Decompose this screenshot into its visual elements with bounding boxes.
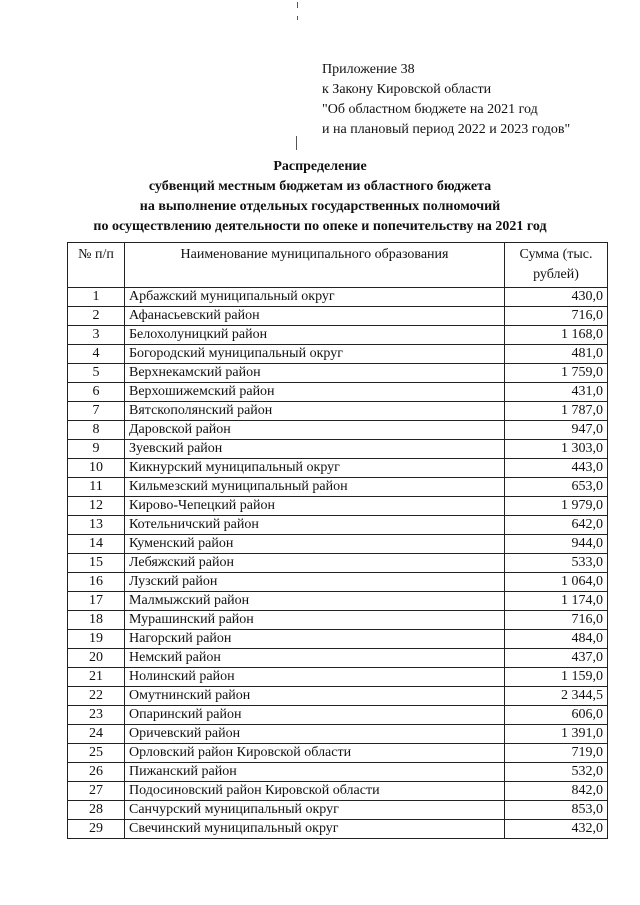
row-name: Верхнекамский район <box>125 364 505 383</box>
row-name: Санчурский муниципальный округ <box>125 801 505 820</box>
table-row <box>68 782 608 801</box>
row-number: 13 <box>68 516 125 535</box>
table-header-row <box>68 243 608 288</box>
row-number: 19 <box>68 630 125 649</box>
row-name: Даровской район <box>125 421 505 440</box>
row-name: Кикнурский муниципальный округ <box>125 459 505 478</box>
table-row <box>68 440 608 459</box>
scan-mark <box>297 2 298 8</box>
row-number: 14 <box>68 535 125 554</box>
row-name: Арбажский муниципальный округ <box>125 288 505 307</box>
row-number: 26 <box>68 763 125 782</box>
row-number: 29 <box>68 820 125 839</box>
heading-line: субвенций местным бюджетам из областного бюджета <box>148 179 492 194</box>
row-name: Мурашинский район <box>125 611 505 630</box>
row-number: 5 <box>68 364 125 383</box>
row-sum: 1 759,0 <box>505 364 608 383</box>
row-name: Афанасьевский район <box>125 307 505 326</box>
row-number: 10 <box>68 459 125 478</box>
row-sum: 533,0 <box>505 554 608 573</box>
row-number: 16 <box>68 573 125 592</box>
row-name: Свечинский муниципальный округ <box>125 820 505 839</box>
row-sum: 842,0 <box>505 782 608 801</box>
table-row <box>68 744 608 763</box>
row-sum: 853,0 <box>505 801 608 820</box>
row-sum: 1 168,0 <box>505 326 608 345</box>
row-sum: 432,0 <box>505 820 608 839</box>
table-row <box>68 820 608 839</box>
row-sum: 481,0 <box>505 345 608 364</box>
scan-mark <box>297 16 298 20</box>
table-row <box>68 364 608 383</box>
annex-line: и на плановый период 2022 и 2023 годов" <box>322 122 571 137</box>
row-name: Кильмезский муниципальный район <box>125 478 505 497</box>
row-number: 25 <box>68 744 125 763</box>
row-sum: 532,0 <box>505 763 608 782</box>
table-row <box>68 307 608 326</box>
row-sum: 430,0 <box>505 288 608 307</box>
row-sum: 716,0 <box>505 307 608 326</box>
row-sum: 437,0 <box>505 649 608 668</box>
row-sum: 484,0 <box>505 630 608 649</box>
row-number: 4 <box>68 345 125 364</box>
header-number: № п/п <box>68 243 125 288</box>
table-row <box>68 288 608 307</box>
table-row <box>68 668 608 687</box>
row-name: Нагорский район <box>125 630 505 649</box>
row-name: Нолинский район <box>125 668 505 687</box>
row-name: Богородский муниципальный округ <box>125 345 505 364</box>
annex-line: Приложение 38 <box>322 62 415 77</box>
row-name: Зуевский район <box>125 440 505 459</box>
row-number: 27 <box>68 782 125 801</box>
table-row <box>68 326 608 345</box>
row-name: Котельничский район <box>125 516 505 535</box>
table-row <box>68 478 608 497</box>
row-name: Лузский район <box>125 573 505 592</box>
table-body <box>68 288 608 839</box>
row-sum: 947,0 <box>505 421 608 440</box>
row-sum: 653,0 <box>505 478 608 497</box>
table-row <box>68 611 608 630</box>
row-number: 12 <box>68 497 125 516</box>
table-row <box>68 516 608 535</box>
row-number: 21 <box>68 668 125 687</box>
row-name: Оричевский район <box>125 725 505 744</box>
row-sum: 1 064,0 <box>505 573 608 592</box>
distribution-table <box>67 242 608 839</box>
row-sum: 431,0 <box>505 383 608 402</box>
row-number: 3 <box>68 326 125 345</box>
row-number: 9 <box>68 440 125 459</box>
annex-line: "Об областном бюджете на 2021 год <box>322 102 538 117</box>
row-number: 6 <box>68 383 125 402</box>
row-name: Малмыжский район <box>125 592 505 611</box>
row-name: Немский район <box>125 649 505 668</box>
row-name: Лебяжский район <box>125 554 505 573</box>
row-sum: 1 391,0 <box>505 725 608 744</box>
table-row <box>68 554 608 573</box>
row-name: Опаринский район <box>125 706 505 725</box>
row-name: Вятскополянский район <box>125 402 505 421</box>
row-sum: 2 344,5 <box>505 687 608 706</box>
row-sum: 1 174,0 <box>505 592 608 611</box>
row-number: 1 <box>68 288 125 307</box>
table-row <box>68 706 608 725</box>
row-number: 22 <box>68 687 125 706</box>
row-number: 8 <box>68 421 125 440</box>
table-row <box>68 383 608 402</box>
table-row <box>68 763 608 782</box>
row-name: Белохолуницкий район <box>125 326 505 345</box>
row-number: 18 <box>68 611 125 630</box>
row-sum: 944,0 <box>505 535 608 554</box>
row-name: Верхошижемский район <box>125 383 505 402</box>
annex-block <box>322 60 570 140</box>
row-name: Кирово-Чепецкий район <box>125 497 505 516</box>
row-sum: 719,0 <box>505 744 608 763</box>
table-row <box>68 345 608 364</box>
table-row <box>68 649 608 668</box>
table-row <box>68 801 608 820</box>
annex-line: к Закону Кировской области <box>322 82 492 97</box>
header-name: Наименование муниципального образования <box>125 243 505 288</box>
row-number: 28 <box>68 801 125 820</box>
heading-line: Распределение <box>273 159 367 174</box>
row-number: 23 <box>68 706 125 725</box>
row-number: 15 <box>68 554 125 573</box>
table-row <box>68 630 608 649</box>
row-sum: 606,0 <box>505 706 608 725</box>
heading-line: по осуществлению деятельности по опеке и попечительству на 2021 год <box>93 219 547 234</box>
table-row <box>68 725 608 744</box>
table-row <box>68 402 608 421</box>
row-name: Пижанский район <box>125 763 505 782</box>
row-name: Омутнинский район <box>125 687 505 706</box>
row-name: Куменский район <box>125 535 505 554</box>
row-sum: 716,0 <box>505 611 608 630</box>
row-name: Подосиновский район Кировской области <box>125 782 505 801</box>
table-row <box>68 459 608 478</box>
row-sum: 1 159,0 <box>505 668 608 687</box>
row-sum: 1 303,0 <box>505 440 608 459</box>
row-sum: 1 979,0 <box>505 497 608 516</box>
row-number: 7 <box>68 402 125 421</box>
table-row <box>68 592 608 611</box>
document-heading <box>0 157 640 237</box>
heading-line: на выполнение отдельных государственных полномочий <box>139 199 501 214</box>
row-sum: 642,0 <box>505 516 608 535</box>
row-sum: 443,0 <box>505 459 608 478</box>
table-row <box>68 535 608 554</box>
row-number: 11 <box>68 478 125 497</box>
row-number: 24 <box>68 725 125 744</box>
table-row <box>68 687 608 706</box>
row-number: 17 <box>68 592 125 611</box>
header-sum: Сумма (тыс. рублей) <box>505 243 608 288</box>
scan-mark <box>296 136 297 150</box>
row-number: 2 <box>68 307 125 326</box>
table-row <box>68 421 608 440</box>
row-sum: 1 787,0 <box>505 402 608 421</box>
table-row <box>68 573 608 592</box>
row-name: Орловский район Кировской области <box>125 744 505 763</box>
table-row <box>68 497 608 516</box>
row-number: 20 <box>68 649 125 668</box>
